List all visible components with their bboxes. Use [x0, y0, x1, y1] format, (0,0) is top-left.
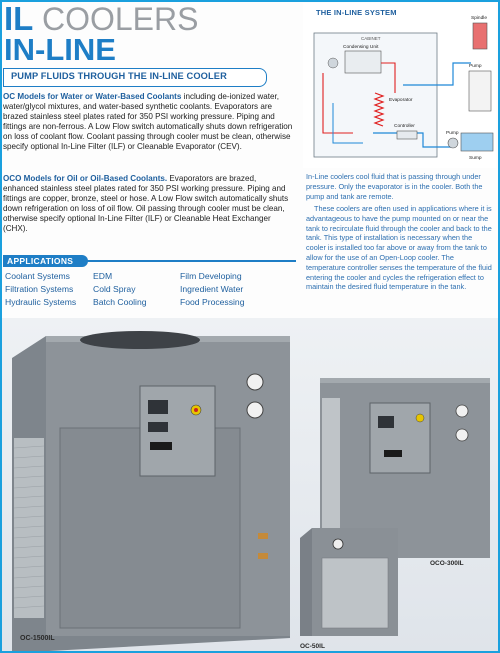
title-coolers: COOLERS	[41, 1, 199, 37]
pump-tank-label: Pump	[469, 64, 482, 69]
list-item: EDM	[93, 271, 113, 281]
controller-label: Controller	[394, 124, 415, 129]
list-item: Ingredient Water	[180, 284, 244, 295]
title-inline: IN-LINE	[4, 32, 116, 67]
oco-300il-caption: OCO-300IL	[430, 560, 464, 567]
list-item: Food Processing	[180, 297, 245, 308]
oc-50il-caption: OC-50IL	[300, 643, 325, 650]
evaporator-label: Evaporator	[389, 98, 413, 103]
list-item: Hydraulic Systems	[5, 297, 77, 308]
condensing-unit-label: Condensing Unit	[343, 45, 379, 50]
oc-models-heading: OC Models for Water or Water-Based Coolants	[3, 92, 182, 101]
diagram-title: THE IN-LINE SYSTEM	[316, 8, 397, 17]
list-item: Coolant Systems	[5, 271, 70, 281]
list-item: Batch Cooling	[93, 297, 147, 308]
inline-description-1: In-Line coolers cool fluid that is passing through under pressure. Only the evaporator is in the cooler. Both the pump and tank are remote.	[306, 172, 483, 201]
oco-models-body: Evaporators are brazed, enhanced stainless steel plates rated for 350 PSI working pressure. Piping and fittings are copper, bronze, steel or hose. A Low Flow switch automatically shuts down refrigeration on loss of oil flow. Oil passing through cooler must be clean, otherwise specify optional In-Line Filter (ILF) or Cleanable Heat Exchanger (CHX).	[3, 174, 289, 234]
sump-label: Sump	[469, 156, 482, 161]
list-item: Film Developing	[180, 271, 242, 281]
title-il: IL	[4, 0, 34, 37]
applications-label-text: APPLICATIONS	[7, 256, 74, 266]
cabinet-label: CABINET	[361, 36, 381, 41]
pump-label: Pump	[446, 131, 459, 136]
subheading-text: PUMP FLUIDS THROUGH THE IN-LINE COOLER	[11, 71, 227, 81]
oc-models-body: including de-ionized water, water/glycol mixtures, and water-based synthetic coolants. Evaporators are brazed stainless steel plates rated for 350 PSI working pressure. Piping and fittings are non-ferrous. A Low Flow switch automatically shuts down refrigeration on loss of coolant flow. Coolant passing through cooler must be clean, otherwise specify optional In-Line Filter (ILF) or Cleanable Evaporator (CEV).	[3, 92, 293, 152]
oc-1500il-caption: OC-1500IL	[20, 635, 55, 642]
spindle-label: Spindle	[471, 16, 488, 21]
list-item: Cold Spray	[93, 284, 136, 295]
oco-models-heading: OCO Models for Oil or Oil-Based Coolants.	[3, 174, 168, 183]
inline-description-2: These coolers are often used in applications where it is advantageous to have the pump mounted on or near the tank to recirculate fluid through the cooler and back to the tank. This type of installation is necessary when the cooler is installed too far above or away from the tank to allow for the use of an Open-Loop cooler. The temperature controller senses the temperature of the fluid entering the cooler and cycles the refrigeration effect to maintain the desired fluid temperature in the tank.	[306, 204, 492, 292]
list-item: Filtration Systems	[5, 284, 74, 295]
